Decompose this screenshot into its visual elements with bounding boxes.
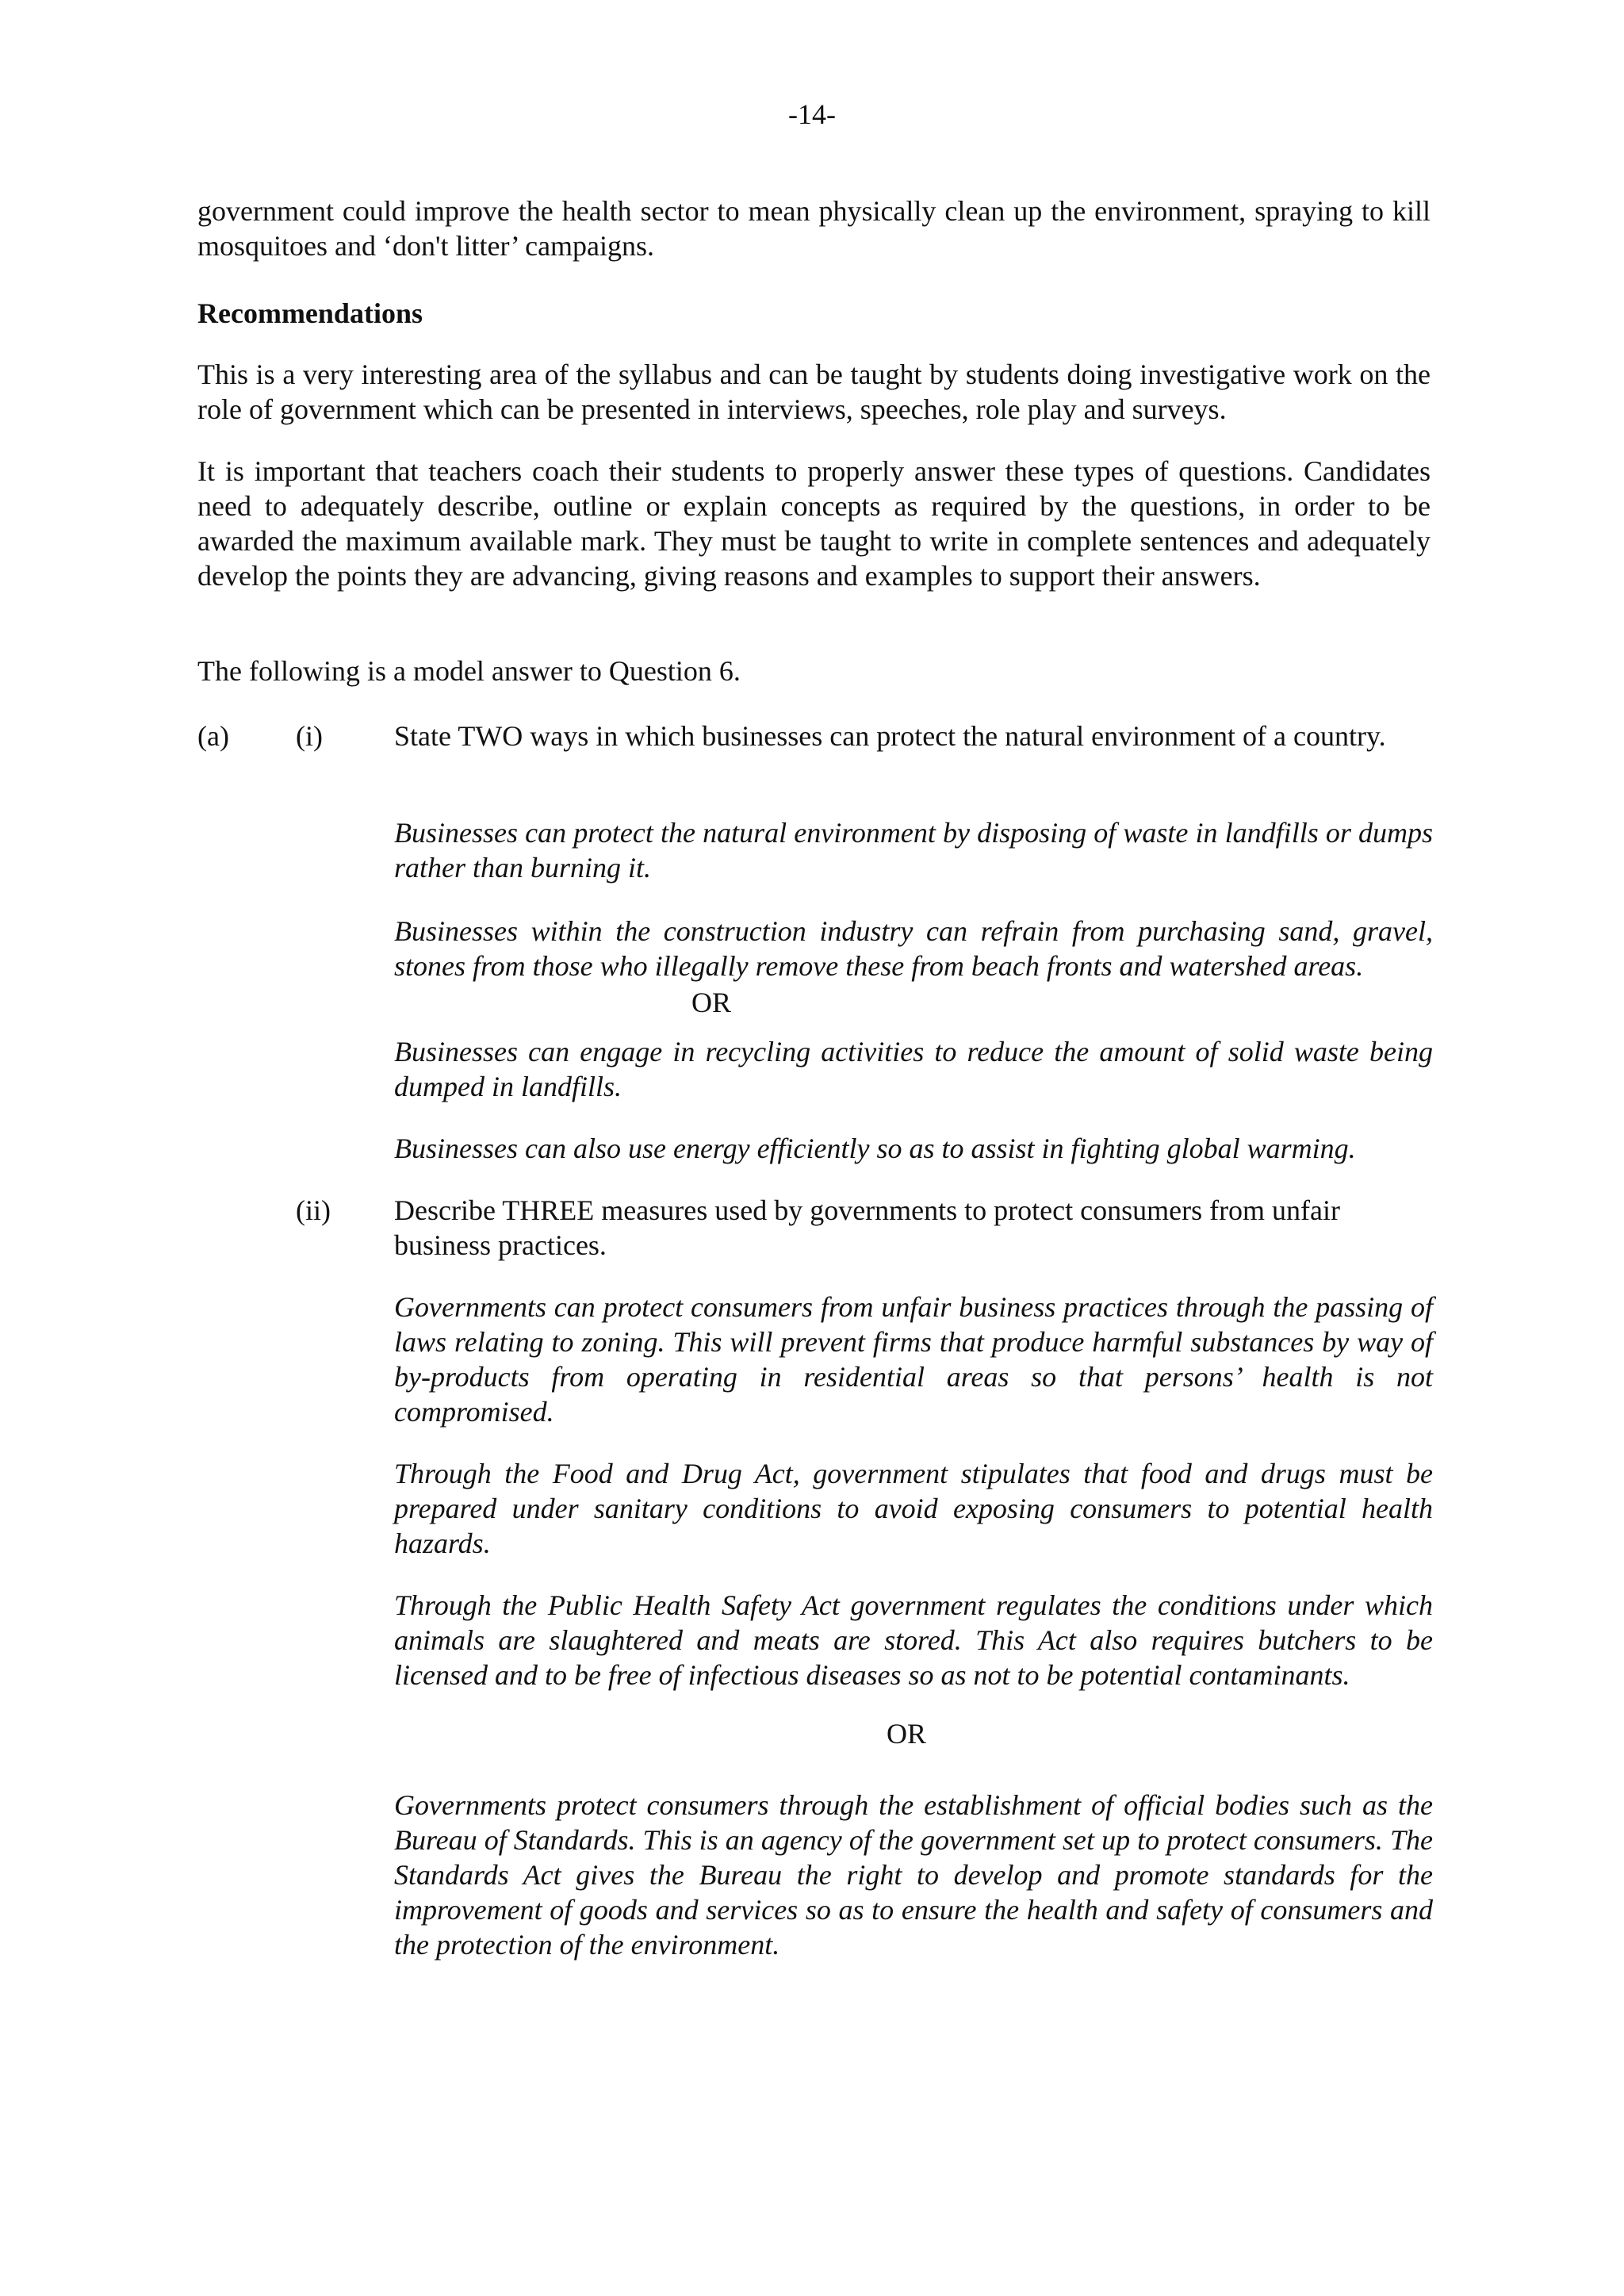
question-label-ii: (ii) [296, 1194, 331, 1226]
answer-i-1: Businesses can protect the natural environment by disposing of waste in landfills or dumps rather than burning it. [394, 817, 1433, 884]
answer-ii-4: Governments protect consumers through the establishment of official bodies such as the Bureau of Standards. This is an agency of the government set up to protect consumers. The Standards Act gives the Bureau the right to develop and promote standards for the improvement of goods and services so as to ensure the health and safety of consumers and the protection of the environment. [394, 1789, 1433, 1961]
answer-ii-1: Governments can protect consumers from unfair business practices through the passing of laws relating to zoning. This will prevent firms that produce harmful substances by way of by-products from operating in residential areas so that persons’ health is not compromised. [394, 1291, 1433, 1428]
question-i-text: State TWO ways in which businesses can protect the natural environment of a country. [394, 720, 1386, 752]
page-number: -14- [788, 98, 836, 130]
recommendations-paragraph-2: It is important that teachers coach their students to properly answer these types of questions. Candidates need to adequately describe, outline or explain concepts as required by the questions, in order to be awarded the maximum available mark. They must be taught to write in complete sentences and adequately develop the points they are advancing, giving reasons and examples to support their answers. [197, 455, 1431, 592]
question-ii-text: Describe THREE measures used by governments to protect consumers from unfair business practices. [394, 1194, 1341, 1261]
question-label-a: (a) [197, 720, 229, 752]
answer-ii-3: Through the Public Health Safety Act government regulates the conditions under which animals are slaughtered and meats are stored. This Act also requires butchers to be licensed and to be free of infectious diseases so as not to be potential contaminants. [394, 1589, 1433, 1691]
or-separator-i: OR [691, 987, 732, 1018]
recommendations-heading: Recommendations [197, 297, 423, 329]
answer-ii-2: Through the Food and Drug Act, government stipulates that food and drugs must be prepared under sanitary conditions to avoid exposing consumers to potential health hazards. [394, 1458, 1433, 1559]
continuation-paragraph: government could improve the health sector to mean physically clean up the environment, spraying to kill mosquitoes and ‘don't litter’ campaigns. [197, 195, 1431, 262]
answer-i-4: Businesses can also use energy efficiently so as to assist in fighting global warming. [394, 1133, 1356, 1164]
recommendations-paragraph-1: This is a very interesting area of the syllabus and can be taught by students doing investigative work on the role of government which can be presented in interviews, speeches, role play and surveys. [197, 358, 1431, 425]
model-answer-intro: The following is a model answer to Question 6. [197, 655, 741, 687]
question-label-i: (i) [296, 720, 323, 752]
answer-i-2: Businesses within the construction industry can refrain from purchasing sand, gravel, stones from those who illegally remove these from beach fronts and watershed areas. [394, 915, 1433, 982]
answer-i-3: Businesses can engage in recycling activities to reduce the amount of solid waste being dumped in landfills. [394, 1036, 1433, 1102]
or-separator-ii: OR [887, 1718, 927, 1750]
